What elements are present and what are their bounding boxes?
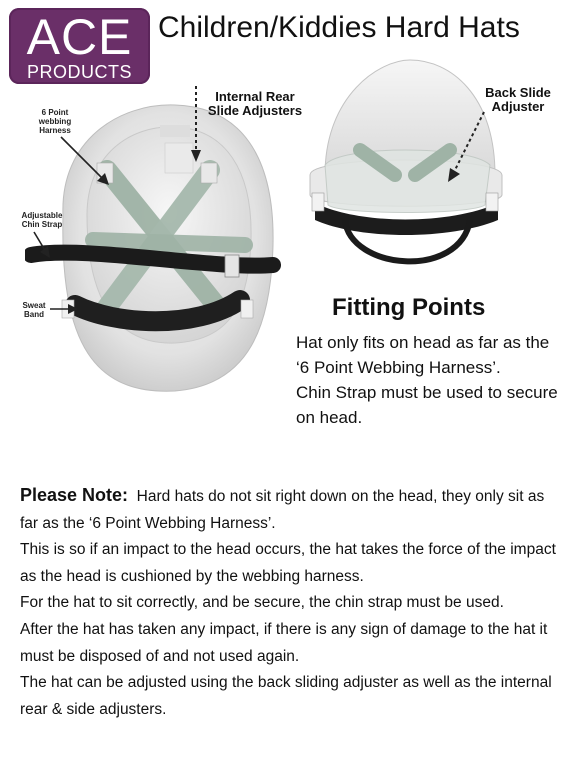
label-internal-line1: Internal Rear: [215, 89, 295, 104]
page-title: Children/Kiddies Hard Hats: [158, 11, 520, 44]
please-note-section: [20, 482, 560, 723]
label-sweat-line1: Sweat: [22, 301, 46, 310]
label-chin-strap: [14, 211, 70, 229]
fitting-para-2: Chin Strap must be used to secure on head.: [296, 383, 558, 427]
label-internal-line2: Slide Adjusters: [207, 103, 303, 118]
label-back-line2: Adjuster: [491, 99, 545, 114]
fitting-points-text: [296, 330, 566, 430]
label-chin-line2: Chin Strap: [21, 220, 63, 229]
label-chin-line1: Adjustable: [21, 211, 63, 220]
label-sweat-line2: Band: [24, 310, 44, 319]
fitting-points-heading: Fitting Points: [332, 294, 486, 321]
note-line-5: The hat can be adjusted using the back sliding adjuster as well as the internal rear & side adjusters.: [20, 674, 552, 718]
label-6-point-line3: Harness: [39, 126, 71, 135]
arrow-chin-strap: [28, 230, 58, 262]
logo-main-text: ACE: [26, 9, 133, 65]
label-6-point-harness: [27, 108, 83, 135]
fitting-para-1: Hat only fits on head as far as the ‘6 Point Webbing Harness’.: [296, 333, 550, 377]
arrow-internal-rear: [190, 84, 202, 164]
label-6-point-line2: webbing: [38, 117, 72, 126]
label-back-line1: Back Slide: [485, 85, 551, 100]
logo-sub-text: PRODUCTS: [26, 62, 132, 82]
arrow-back-slide: [440, 108, 490, 188]
note-line-3: For the hat to sit correctly, and be secure, the chin strap must be used.: [20, 594, 504, 612]
arrow-sweat-band: [48, 302, 80, 316]
arrow-6-point: [55, 135, 115, 190]
note-line-1-text: Hard hats do not sit right down on the head, they only sit as far as the ‘6 Point Webbing Harness’.: [20, 488, 545, 532]
note-line-2: This is so if an impact to the head occurs, the hat takes the force of the impact as the head is cushioned by the webbing harness.: [20, 541, 556, 585]
label-6-point-line1: 6 Point: [41, 108, 69, 117]
ace-products-logo: [9, 8, 150, 84]
note-line-4: After the hat has taken any impact, if there is any sign of damage to the hat it must be disposed of and not used again.: [20, 620, 548, 665]
note-heading: Please Note:: [20, 485, 129, 505]
label-internal-rear: [205, 90, 305, 118]
note-line-1: [20, 482, 560, 537]
